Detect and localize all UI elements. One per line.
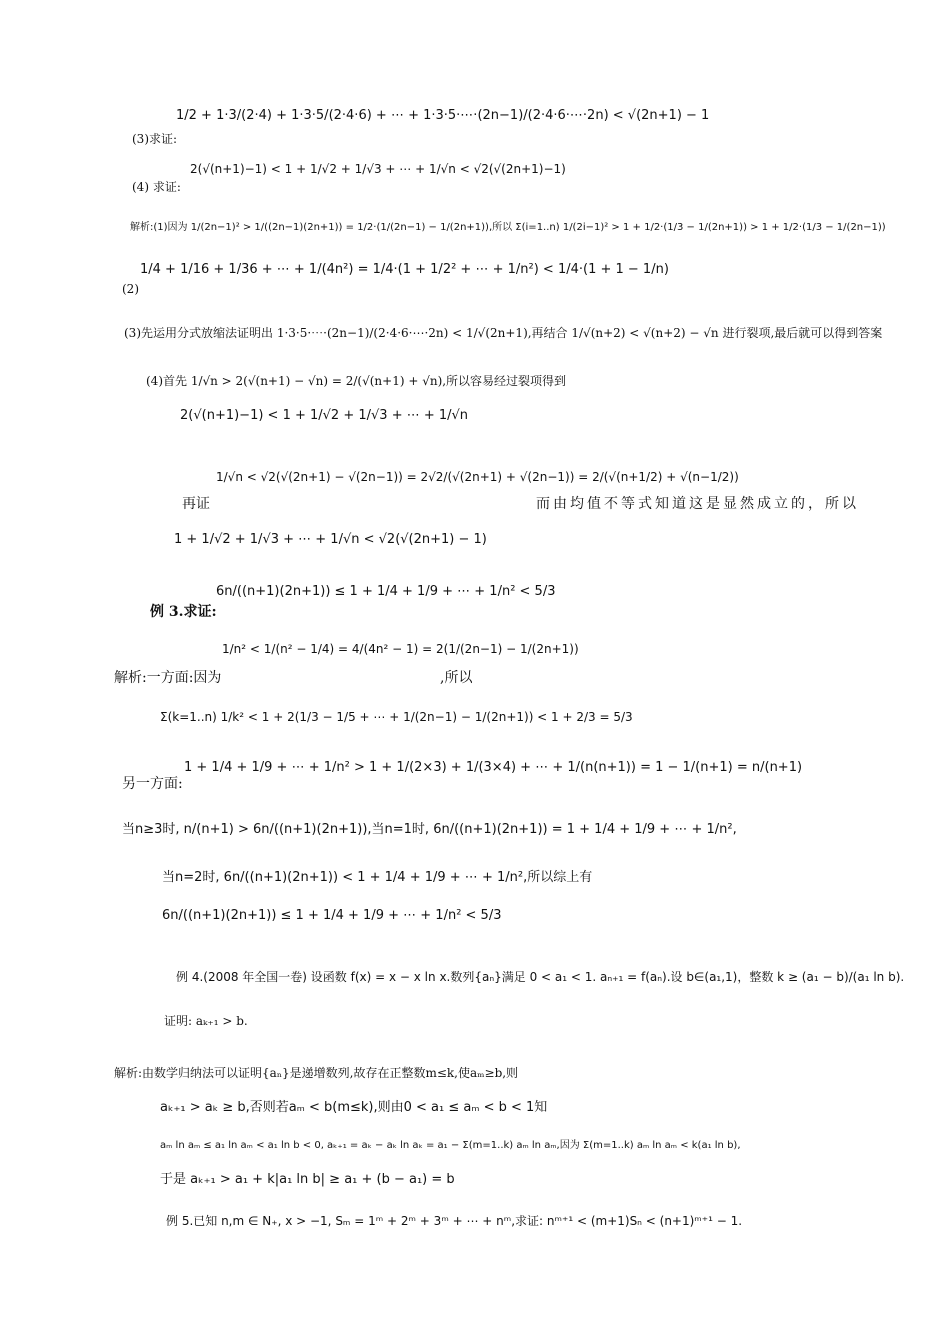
formula-line: 1/n² < 1/(n² − 1/4) = 4/(4n² − 1) = 2(1/(2n−1) − 1/(2n+1)) [222, 642, 579, 656]
formula-line: 1 + 1/√2 + 1/√3 + ⋯ + 1/√n < √2(√(2n+1) − 1) [174, 532, 487, 547]
text-line: 解析:一方面:因为 [114, 670, 222, 686]
formula-line: 2(√(n+1)−1) < 1 + 1/√2 + 1/√3 + ⋯ + 1/√n [180, 408, 469, 423]
text-line: 证明: aₖ₊₁ > b. [164, 1014, 248, 1028]
text-line: 解析:(1)因为 1/(2n−1)² > 1/((2n−1)(2n+1)) = 1/2·(1/(2n−1) − 1/(2n+1)),所以 Σ(i=1..n) 1/(2i−1)² > 1 + 1/2·(1/3 − 1/(2n+1)) > 1 + 1/2·(1/3 − 1/(2n−1)) [130, 222, 886, 233]
formula-line: 2(√(n+1)−1) < 1 + 1/√2 + 1/√3 + ⋯ + 1/√n < √2(√(2n+1)−1) [190, 162, 566, 176]
formula-line: aₖ₊₁ > aₖ ≥ b,否则若aₘ < b(m≤k),则由0 < a₁ ≤ aₘ < b < 1知 [160, 1100, 548, 1115]
example-heading: 例 3.求证: [150, 604, 217, 620]
text-line: (4)首先 1/√n > 2(√(n+1) − √n) = 2/(√(n+1) + √n),所以容易经过裂项得到 [146, 374, 567, 388]
text-line: (2) [122, 282, 139, 296]
text-line: 解析:由数学归纳法可以证明{aₙ}是递增数列,故存在正整数m≤k,使aₘ≥b,则 [114, 1066, 519, 1080]
example-heading: 例 4.(2008 年全国一卷) 设函数 f(x) = x − x ln x.数列{aₙ}满足 0 < a₁ < 1. aₙ₊₁ = f(aₙ).设 b∈(a₁,1)，整数 k ≥ (a₁ − b)/(a₁ ln b). [176, 970, 905, 984]
text-line: (4) 求证: [132, 180, 181, 194]
text-line: 另一方面: [122, 776, 183, 792]
formula-line: 当n=2时, 6n/((n+1)(2n+1)) < 1 + 1/4 + 1/9 + ⋯ + 1/n²,所以综上有 [162, 870, 593, 885]
formula-line: 6n/((n+1)(2n+1)) ≤ 1 + 1/4 + 1/9 + ⋯ + 1/n² < 5/3 [216, 584, 556, 599]
formula-line: 1/4 + 1/16 + 1/36 + ⋯ + 1/(4n²) = 1/4·(1 + 1/2² + ⋯ + 1/n²) < 1/4·(1 + 1 − 1/n) [140, 262, 669, 277]
formula-line: 1 + 1/4 + 1/9 + ⋯ + 1/n² > 1 + 1/(2×3) + 1/(3×4) + ⋯ + 1/(n(n+1)) = 1 − 1/(n+1) = n/(n+1) [184, 760, 803, 775]
formula-line: Σ(k=1..n) 1/k² < 1 + 2(1/3 − 1/5 + ⋯ + 1/(2n−1) − 1/(2n+1)) < 1 + 2/3 = 5/3 [160, 710, 633, 724]
example-heading: 例 5.已知 n,m ∈ N₊, x > −1, Sₘ = 1ᵐ + 2ᵐ + 3ᵐ + ⋯ + nᵐ,求证: nᵐ⁺¹ < (m+1)Sₙ < (n+1)ᵐ⁺¹ − 1. [166, 1214, 743, 1228]
text-line: ,所以 [440, 670, 473, 686]
formula-line: 1/√n < √2(√(2n+1) − √(2n−1)) = 2√2/(√(2n+1) + √(2n−1)) = 2/(√(n+1/2) + √(n−1/2)) [216, 470, 739, 484]
formula-line: 1/2 + 1·3/(2·4) + 1·3·5/(2·4·6) + ⋯ + 1·3·5·⋯·(2n−1)/(2·4·6·⋯·2n) < √(2n+1) − 1 [176, 108, 710, 123]
formula-line: 当n≥3时, n/(n+1) > 6n/((n+1)(2n+1)),当n=1时, 6n/((n+1)(2n+1)) = 1 + 1/4 + 1/9 + ⋯ + 1/n², [122, 822, 737, 837]
text-line: (3)求证: [132, 132, 178, 146]
text-line: 而由均值不等式知道这是显然成立的，所以 [536, 496, 859, 512]
formula-line: 于是 aₖ₊₁ > a₁ + k|a₁ ln b| ≥ a₁ + (b − a₁) = b [160, 1172, 455, 1187]
formula-line: 6n/((n+1)(2n+1)) ≤ 1 + 1/4 + 1/9 + ⋯ + 1/n² < 5/3 [162, 908, 502, 923]
formula-line: aₘ ln aₘ ≤ a₁ ln aₘ < a₁ ln b < 0, aₖ₊₁ = aₖ − aₖ ln aₖ = a₁ − Σ(m=1..k) aₘ ln aₘ,因为 Σ(m=1..k) aₘ ln aₘ < k(a₁ ln b), [160, 1140, 741, 1151]
text-line: 再证 [182, 496, 210, 512]
text-line: (3)先运用分式放缩法证明出 1·3·5·⋯·(2n−1)/(2·4·6·⋯·2n) < 1/√(2n+1),再结合 1/√(n+2) < √(n+2) − √n 进行裂项,最后就可以得到答案 [124, 326, 883, 340]
